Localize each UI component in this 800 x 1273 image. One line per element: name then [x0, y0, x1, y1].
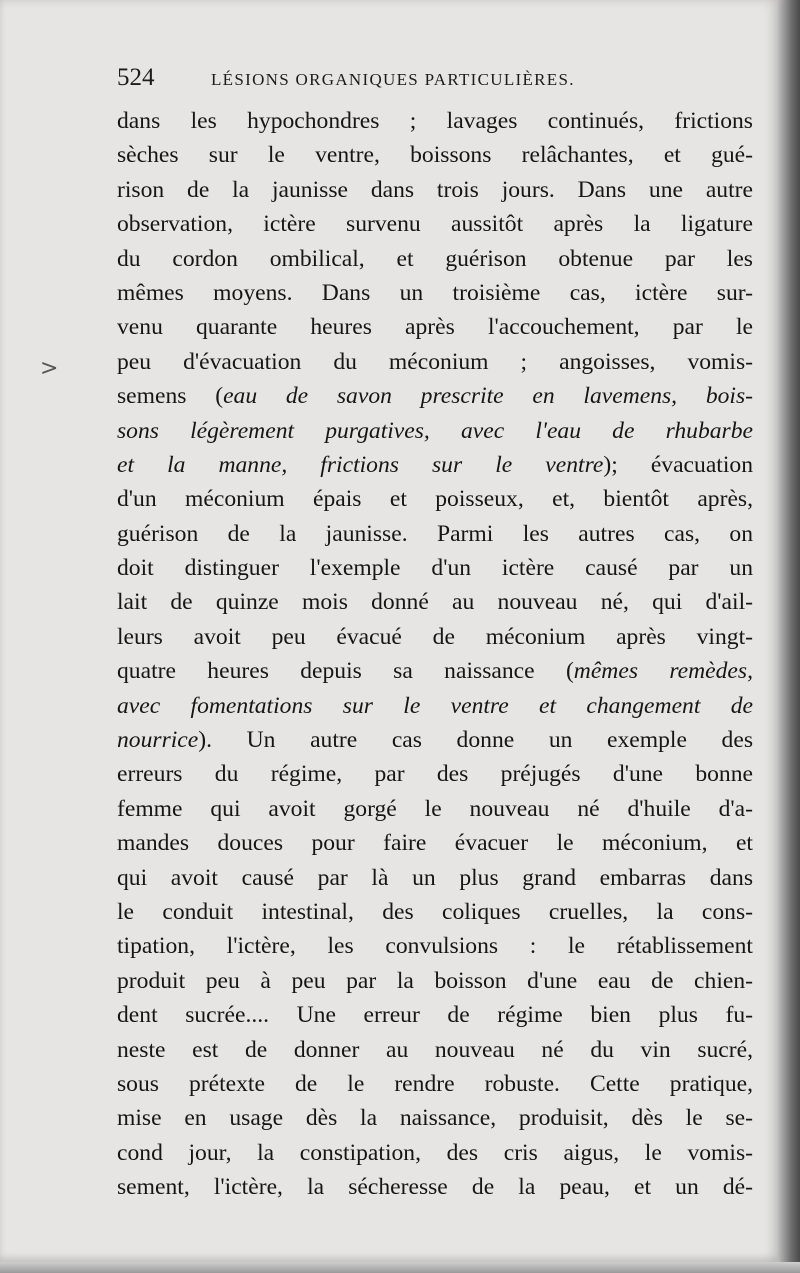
italic-segment: avec fomentations sur le ventre et changement de — [117, 692, 753, 719]
text-line: produit peu à peu par la boisson d'une eau de chien- — [117, 967, 753, 994]
text-segment: semens ( — [117, 383, 224, 410]
page-header — [117, 64, 751, 92]
text-line: d'un méconium épais et poisseux, et, bientôt après, — [117, 486, 753, 513]
body-text — [117, 104, 753, 1205]
italic-segment: et la manne, frictions sur le ventre — [117, 451, 604, 478]
italic-segment: eau de savon prescrite en lavemens, bois- — [223, 383, 754, 410]
text-line: guérison de la jaunisse. Parmi les autres cas, on — [117, 520, 753, 547]
text-line: doit distinguer l'exemple d'un ictère causé par un — [117, 555, 753, 582]
text-line — [117, 689, 753, 723]
text-line: leurs avoit peu évacué de méconium après vingt- — [117, 623, 753, 650]
text-line: qui avoit causé par là un plus grand embarras dans — [117, 864, 753, 891]
text-line: dent sucrée.... Une erreur de régime bien plus fu- — [117, 1002, 753, 1029]
page-bottom-edge — [0, 1262, 800, 1273]
text-line: tipation, l'ictère, les convulsions : le rétablissement — [117, 933, 753, 960]
text-line: mise en usage dès la naissance, produisit, dès le se- — [117, 1105, 753, 1132]
text-line: mêmes moyens. Dans un troisième cas, ictère sur- — [117, 279, 753, 306]
text-line — [117, 723, 753, 757]
text-segment: ). Un autre cas donne un exemple des — [198, 727, 753, 754]
text-line: neste est de donner au nouveau né du vin sucré, — [117, 1036, 753, 1063]
running-title: LÉSIONS ORGANIQUES PARTICULIÈRES. — [211, 70, 575, 89]
text-line: rison de la jaunisse dans trois jours. Dans une autre — [117, 176, 753, 203]
text-line: cond jour, la constipation, des cris aigus, le vomis- — [117, 1139, 753, 1166]
text-line — [117, 379, 753, 413]
page-edge-shadow — [778, 0, 800, 1273]
text-line: sèches sur le ventre, boissons relâchantes, et gué- — [117, 142, 753, 169]
text-line: du cordon ombilical, et guérison obtenue par les — [117, 245, 753, 272]
text-line: venu quarante heures après l'accouchement, par le — [117, 314, 753, 341]
italic-segment: sons légèrement purgatives, avec l'eau de rhubarbe — [117, 417, 753, 444]
text-line: erreurs du régime, par des préjugés d'une bonne — [117, 761, 753, 788]
text-line: femme qui avoit gorgé le nouveau né d'huile d'a- — [117, 795, 753, 822]
text-segment: quatre heures depuis sa naissance ( — [117, 658, 574, 685]
text-line: lait de quinze mois donné au nouveau né, qui d'ail- — [117, 589, 753, 616]
text-line: dans les hypochondres ; lavages continués, frictions — [117, 108, 753, 134]
italic-segment: mêmes remèdes, — [573, 658, 753, 685]
text-line — [117, 448, 753, 482]
text-line — [117, 654, 753, 688]
text-line: peu d'évacuation du méconium ; angoisses, vomis- — [117, 348, 753, 375]
text-segment: ); évacuation — [603, 451, 754, 478]
text-line: observation, ictère survenu aussitôt après la ligature — [117, 211, 753, 238]
text-line: le conduit intestinal, des coliques cruelles, la cons- — [117, 898, 753, 925]
margin-mark: > — [40, 356, 59, 381]
text-line — [117, 414, 753, 448]
italic-segment: nourrice — [117, 727, 199, 754]
text-line: sous prétexte de le rendre robuste. Cette pratique, — [117, 1070, 753, 1097]
text-line: mandes douces pour faire évacuer le méconium, et — [117, 830, 753, 857]
text-line: sement, l'ictère, la sécheresse de la peau, et un dé- — [117, 1174, 753, 1201]
page-number: 524 — [117, 64, 155, 91]
